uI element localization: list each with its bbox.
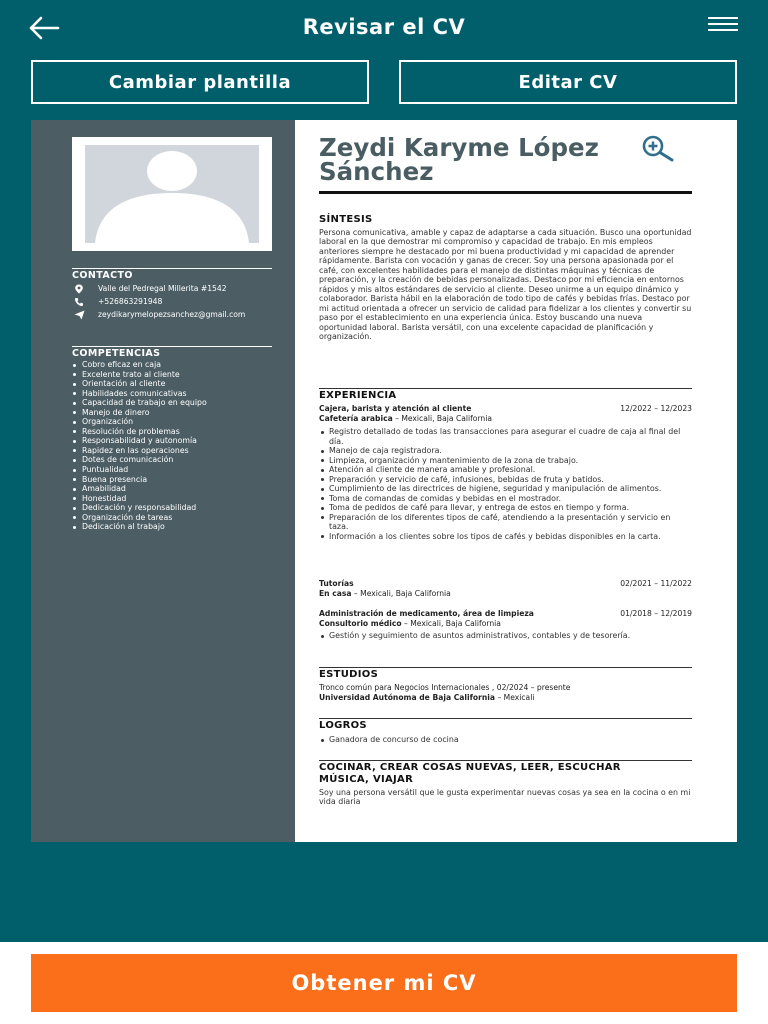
cv-main-content	[319, 120, 693, 842]
skill-item: Dedicación al trabajo	[72, 522, 282, 532]
avatar-placeholder-icon	[85, 145, 259, 243]
contact-title: CONTACTO	[72, 268, 272, 281]
list-item: Manejo de caja registradora.	[319, 446, 692, 456]
list-item: Preparación de los diferentes tipos de café, atendiendo a la presentación y servicio en taza.	[319, 513, 692, 532]
zoom-in-icon	[636, 134, 678, 164]
job-header: Cajera, barista y atención al cliente 12/2022 – 12/2023	[319, 404, 692, 413]
page-title: Revisar el CV	[302, 15, 466, 39]
education-title: ESTUDIOS	[319, 667, 692, 680]
job-header: Tutorías 02/2021 – 11/2022	[319, 579, 692, 588]
location-pin-icon	[72, 284, 86, 294]
skill-item: Organización	[72, 417, 282, 427]
interests-text: Soy una persona versátil que le gusta experimentar nuevas cosas ya sea en la cocina o en mi vida diaria	[319, 788, 691, 807]
contact-phone	[72, 297, 277, 307]
skill-item: Puntualidad	[72, 465, 282, 475]
divider	[319, 191, 692, 194]
interests-title: COCINAR, CREAR COSAS NUEVAS, LEER, ESCUCHAR MÚSICA, VIAJAR	[319, 760, 692, 785]
job-tasks	[319, 427, 692, 541]
zoom-in-button[interactable]	[636, 134, 678, 164]
edit-cv-button[interactable]: Editar CV	[399, 60, 737, 104]
achievements-title: LOGROS	[319, 718, 692, 731]
skill-item: Orientación al cliente	[72, 379, 282, 389]
contact-address	[72, 284, 277, 294]
skills-title: COMPETENCIAS	[72, 346, 272, 359]
job-tasks	[319, 631, 692, 641]
job-header: Administración de medicamento, área de limpieza 01/2018 – 12/2019	[319, 609, 692, 618]
top-bar	[0, 0, 768, 56]
skill-item: Organización de tareas	[72, 513, 282, 523]
list-item: Información a los clientes sobre los tipos de cafés y bebidas disponibles en la carta.	[319, 532, 692, 542]
candidate-name: Zeydi Karyme López Sánchez	[319, 133, 599, 186]
education-program: Tronco común para Negocios Internacionales , 02/2024 – presente	[319, 683, 571, 692]
address-text: Valle del Pedregal Millerita #1542	[98, 284, 227, 293]
skill-item: Capacidad de trabajo en equipo	[72, 398, 282, 408]
phone-text: +526863291948	[98, 297, 163, 306]
get-cv-button[interactable]: Obtener mi CV	[31, 954, 737, 1012]
hamburger-menu-icon	[708, 17, 738, 19]
skill-item: Resolución de problemas	[72, 427, 282, 437]
skill-item: Habilidades comunicativas	[72, 389, 282, 399]
list-item: Cumplimiento de las directrices de higiene, seguridad y manipulación de alimentos.	[319, 484, 692, 494]
list-item: Gestión y seguimiento de asuntos administrativos, contables y de tesorería.	[319, 631, 692, 641]
experience-title: EXPERIENCIA	[319, 388, 692, 401]
skill-item: Excelente trato al cliente	[72, 370, 282, 380]
phone-icon	[72, 297, 86, 307]
achievements-list	[319, 735, 692, 745]
achievement-item: Ganadora de concurso de cocina	[319, 735, 692, 745]
skill-item: Amabilidad	[72, 484, 282, 494]
job-company: En casa – Mexicali, Baja California	[319, 589, 451, 598]
skill-item: Dedicación y responsabilidad	[72, 503, 282, 513]
list-item: Registro detallado de todas las transacciones para asegurar el cuadre de caja al final del día.	[319, 427, 692, 446]
list-item: Toma de comandas de comidas y bebidas en el mostrador.	[319, 494, 692, 504]
summary-text: Persona comunicativa, amable y capaz de adaptarse a cada situación. Busco una oportunidad laboral en la que demostrar mi compromiso y capacidad de trabajo. En mis empleos anteriores siempre he destacado por mi buena productividad y mi capacidad de aprender rápidamente. Barista con vocación y ganas de crecer. Soy una persona apasionada por el café, con excelentes habilidades para el manejo de distintas máquinas y técnicas de preparación, y la creación de bebidas personalizadas. Destaco por mi eficiencia en entornos rápidos y mis altos estándares de servicio al cliente. Deseo unirme a un equipo dinámico y colaborador. Barista hábil en la elaboración de todo tipo de cafés y bebidas frías. Destaco por mi actitud orientada a ofrecer un servicio de calidad para fidelizar a los clientes y convertir su paso por el establecimiento en una experiencia única. Estoy buscando una nueva oportunidad laboral. Barista versátil, con una excelente capacidad de planificación y organización.	[319, 228, 692, 341]
job-company: Consultorio médico – Mexicali, Baja California	[319, 619, 501, 628]
skill-item: Responsabilidad y autonomía	[72, 436, 282, 446]
job-company: Cafetería arabica – Mexicali, Baja California	[319, 414, 493, 423]
skill-item: Dotes de comunicación	[72, 455, 282, 465]
list-item: Toma de pedidos de café para llevar, y entrega de estos en tiempo y forma.	[319, 503, 692, 513]
change-template-button[interactable]: Cambiar plantilla	[31, 60, 369, 104]
menu-button[interactable]	[708, 17, 738, 39]
list-item: Preparación y servicio de café, infusiones, bebidas de fruta y batidos.	[319, 475, 692, 485]
summary-title: SÍNTESIS	[319, 214, 373, 225]
cv-sidebar	[31, 120, 295, 842]
cv-preview[interactable]	[31, 120, 737, 842]
skill-item: Honestidad	[72, 494, 282, 504]
contact-email	[72, 310, 277, 320]
profile-photo	[72, 137, 272, 251]
list-item: Atención al cliente de manera amable y profesional.	[319, 465, 692, 475]
skill-item: Cobro eficaz en caja	[72, 360, 282, 370]
list-item: Limpieza, organización y mantenimiento de la zona de trabajo.	[319, 456, 692, 466]
email-text: zeydikarymelopezsanchez@gmail.com	[98, 310, 246, 319]
skill-item: Manejo de dinero	[72, 408, 282, 418]
send-icon	[72, 310, 86, 320]
skill-item: Rapidez en las operaciones	[72, 446, 282, 456]
education-school: Universidad Autónoma de Baja California – Mexicali	[319, 693, 535, 702]
skills-list	[72, 360, 282, 532]
skill-item: Buena presencia	[72, 475, 282, 485]
